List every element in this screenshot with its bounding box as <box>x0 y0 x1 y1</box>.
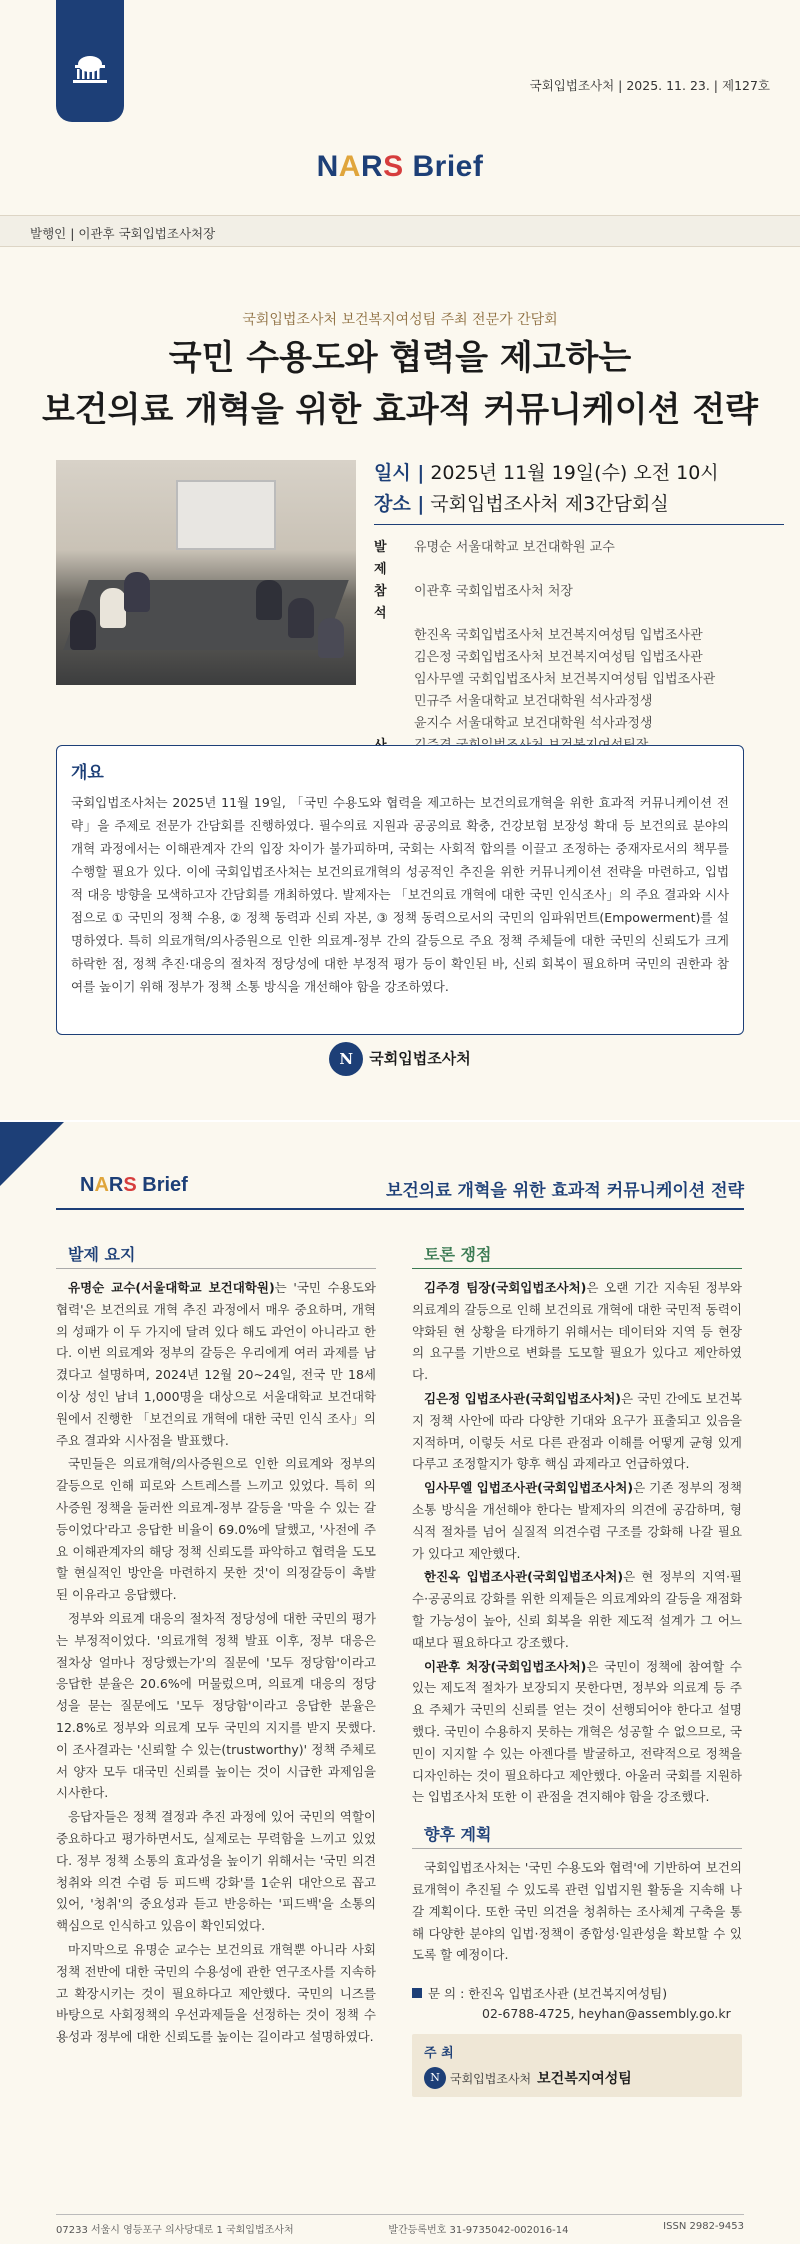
paragraph-text: 마지막으로 유명순 교수는 보건의료 개혁뿐 아니라 사회정책 전반에 대한 국민의 수용성에 관한 연구조사를 지속하고 확장시키는 것이 필요하다고 제안했다. 국민의 니즈를 바탕으로 사회정책의 우선과제들을 선정하는 것이 정책 수용성과 정부에 대한 신뢰도를 높이는 길이라고 설명하였다. <box>56 1941 376 2045</box>
section-heading-discussion: 토론 쟁점 <box>412 1242 742 1269</box>
host-org-team: 보건복지여성팀 <box>537 2071 632 2088</box>
brief-page-2 <box>0 1122 800 2244</box>
paragraph <box>56 1453 376 1606</box>
issue-line: 국회입법조사처 | 2025. 11. 23. | 제127호 <box>529 78 770 93</box>
title-line-1: 국민 수용도와 협력을 제고하는 <box>168 338 632 378</box>
paragraph-text: 국회입법조사처는 '국민 수용도와 협력'에 기반하여 보건의료개혁이 추진될 수 있도록 관련 입법지원 활동을 지속해 나갈 계획이다. 또한 국민 의견을 청취하는 조사체계 구축을 통해 다양한 분야의 입법·정책이 종합성·일관성을 확보할 수 있도록 할 예정이다. <box>412 1860 742 1963</box>
brief-page-1 <box>0 0 800 1120</box>
paragraph <box>56 1277 376 1451</box>
participant-name: 이관후 국회입법조사처 처장 <box>414 584 573 599</box>
participant-row <box>374 647 784 669</box>
square-bullet-icon <box>412 1988 422 1998</box>
host-label: 주 최 <box>424 2046 454 2062</box>
paragraph <box>412 1277 742 1386</box>
participant-name: 임사무엘 국회입법조사처 보건복지여성팀 입법조사관 <box>414 672 716 687</box>
assembly-emblem-tab <box>56 0 124 122</box>
event-subtitle: 국회입법조사처 보건복지여성팀 주최 전문가 간담회 <box>242 312 558 328</box>
paragraph-text: 는 '국민 수용도와 협력'은 보건의료 개혁 추진 과정에서 매우 중요하며, 개혁의 성패가 이 두 가지에 달려 있다 해도 과언이 아니라고 한다. 이번 의료계와 정부의 갈등은 우리에게 여러 과제를 남겼다고 설명하며, 2024년 12월 20~24일, 전국 만 18세 이상 성인 남녀 1,000명을 대상으로 서울대학교 보건대학원에서 진행한 「보건의료 개혁에 대한 국민 인식 조사」의 주요 결과와 시사점을 발표했다. <box>56 1280 376 1448</box>
overview-title: 개요 <box>71 763 104 783</box>
person-figure <box>70 610 96 650</box>
contact-line-2: 02-6788-4725, heyhan@assembly.go.kr <box>482 2006 731 2022</box>
contact-info <box>412 1984 742 2024</box>
participant-row <box>374 581 784 625</box>
participant-name: 윤지수 서울대학교 보건대학원 석사과정생 <box>414 716 653 731</box>
paragraph-text: 은 국민 간에도 보건복지 정책 사안에 따라 다양한 기대와 요구가 표출되고 있음을 지적하며, 이렇듯 서로 다른 관점과 이해를 어떻게 균형 있게 다루고 조정할지가 향후 핵심 과제라고 언급하였다. <box>412 1390 742 1472</box>
paragraph <box>412 1388 742 1475</box>
footer-address: 07233 서울시 영등포구 의사당대로 1 국회입법조사처 <box>56 2225 294 2236</box>
participant-row <box>374 537 784 581</box>
speaker-name: 임사무엘 입법조사관(국회입법조사처) <box>424 1480 634 1496</box>
contact-line-1: 문 의 : 한진옥 입법조사관 (보건복지여성팀) <box>428 1986 668 2002</box>
participant-name: 김은정 국회입법조사처 보건복지여성팀 입법조사관 <box>414 650 703 665</box>
projector-screen <box>176 480 276 550</box>
participant-name: 민규주 서울대학교 보건대학원 석사과정생 <box>414 694 653 709</box>
paragraph <box>56 1608 376 1804</box>
meeting-photo <box>56 460 356 685</box>
right-column <box>412 1242 742 2097</box>
participant-role <box>374 669 414 691</box>
person-figure <box>256 580 282 620</box>
page-2-header-title: 보건의료 개혁을 위한 효과적 커뮤니케이션 전략 <box>385 1181 744 1201</box>
section-heading-plan: 향후 계획 <box>412 1822 742 1849</box>
page-footer <box>56 2214 744 2236</box>
person-figure <box>100 588 126 628</box>
org-signature <box>0 1042 800 1076</box>
paragraph-text: 정부와 의료계 대응의 절차적 정당성에 대한 국민의 평가는 부정적이었다. '의료개혁 정책 발표 이후, 정부 대응은 절차상 얼마나 정당했는가'의 질문에 '모두 정당함'이라고 응답한 분율은 20.6%에 머물렀으며, 의료계 대응의 정당성을 묻는 질문에도 '모두 정당함'이라고 응답한 분율은 12.8%로 정부와 의료계 모두 국민의 지지를 받지 못했다. 이 조사결과는 '신뢰할 수 있는(trustworthy)' 정책 주체로서 양자 모두 대국민 신뢰를 높이는 것이 시급한 과제임을 시사한다. <box>56 1610 376 1801</box>
paragraph-text: 은 현 정부의 지역·필수·공공의료 강화를 위한 의제들은 의료계와의 갈등을 재점화할 가능성이 높아, 신뢰 회복을 위한 제도적 설계가 그 어느 때보다 필요하다고 강조했다. <box>412 1569 743 1650</box>
paragraph <box>412 1656 742 1809</box>
speaker-name: 유명순 교수(서울대학교 보건대학원) <box>68 1280 275 1295</box>
participant-name: 한진옥 국회입법조사처 보건복지여성팀 입법조사관 <box>414 628 703 643</box>
assembly-building-icon <box>70 54 110 84</box>
speaker-name: 김은정 입법조사관(국회입법조사처) <box>424 1390 622 1406</box>
corner-decoration <box>0 1122 64 1186</box>
person-figure <box>318 618 344 658</box>
participant-row <box>374 625 784 647</box>
header-rule <box>56 1208 744 1210</box>
paragraph <box>56 1939 376 2048</box>
person-figure <box>124 572 150 612</box>
paragraph <box>56 1806 376 1937</box>
nars-emblem-icon <box>329 1042 363 1076</box>
org-name: 국회입법조사처 <box>369 1049 471 1068</box>
date-label: 일시 | <box>374 462 425 484</box>
publisher-bar: 발행인 | 이관후 국회입법조사처장 <box>0 215 800 247</box>
presentation-paragraphs <box>56 1277 376 2048</box>
divider <box>374 524 784 525</box>
left-column <box>56 1242 376 2050</box>
nars-emblem-icon <box>424 2067 446 2089</box>
nars-brief-logo-small: NARS Brief <box>80 1174 188 1196</box>
overview-box <box>56 745 744 1035</box>
paragraph <box>412 1566 742 1653</box>
nars-brief-logo: NARS Brief <box>316 150 484 183</box>
place-label: 장소 | <box>374 493 425 515</box>
paragraph-text: 은 오랜 기간 지속된 정부와 의료계의 갈등으로 인해 보건의료 개혁에 대한 국민적 동력이 약화된 현 상황을 타개하기 위해서는 데이터와 지역 등 현장의 요구를 기반으로 변화를 도모할 필요가 있다고 제안하였다. <box>412 1280 742 1383</box>
participants-list <box>374 537 784 779</box>
participant-name: 유명순 서울대학교 보건대학원 교수 <box>414 540 615 555</box>
host-org-small: 국회입법조사처 <box>450 2071 532 2086</box>
participant-row <box>374 691 784 713</box>
paragraph-text: 은 국민이 정책에 참여할 수 있는 제도적 절차가 보장되지 못한다면, 정부와 의료계 등 주요 주체가 국민의 신뢰를 얻는 것이 선행되어야 한다고 설명했다. 국민이 수용하지 못하는 개혁은 성공할 수 없으므로, 국민이 지지할 수 있는 아젠다를 발굴하고, 전략적으로 정책을 디자인하는 것이 필요하다고 제안했다. 아울러 국회를 지원하는 입법조사처 또한 이 관점을 견지해야 함을 강조했다. <box>412 1658 742 1805</box>
participant-role <box>374 647 414 669</box>
footer-issn: ISSN 2982-9453 <box>663 2221 744 2232</box>
section-heading-presentation: 발제 요지 <box>56 1242 376 1269</box>
paragraph-text: 은 기존 정부의 정책 소통 방식을 개선해야 한다는 발제자의 의견에 공감하며, 형식적 절차를 넘어 실질적 의견수렴 구조를 강화해 나갈 필요가 있다고 제안했다. <box>412 1480 742 1561</box>
participant-row <box>374 713 784 735</box>
paragraph <box>412 1857 742 1966</box>
paragraph <box>412 1477 742 1564</box>
person-figure <box>288 598 314 638</box>
date-value: 2025년 11월 19일(수) 오전 10시 <box>430 462 719 484</box>
plan-paragraphs <box>412 1857 742 1966</box>
overview-body: 국회입법조사처는 2025년 11월 19일, 「국민 수용도와 협력을 제고하는 보건의료개혁을 위한 효과적 커뮤니케이션 전략」을 주제로 전문가 간담회를 진행하였다. 필수의료 지원과 공공의료 확충, 건강보험 보장성 확대 등 보건의료 분야의 개혁 과정에서는 이해관계자 간의 입장 차이가 불가피하며, 국회는 사회적 합의를 이끌고 조정하는 중재자로서의 책무를 수행할 필요가 있다. 이에 국회입법조사처는 보건의료개혁의 성공적인 추진을 위한 커뮤니케이션 전략을 마련하고, 입법적 대응 방향을 모색하고자 간담회를 개최하였다. 발제자는 「보건의료 개혁에 대한 국민 인식조사」의 주요 결과와 시사점으로 ① 국민의 정책 수용, ② 정책 동력과 신뢰 자본, ③ 정책 동력으로서의 국민의 임파워먼트(Empowerment)를 설명하였다. 특히 의료개혁/의사증원으로 인한 의료계-정부 간의 갈등으로 주요 정책 주체들에 대한 국민의 신뢰도가 크게 하락한 점, 정책 추진·대응의 절차적 정당성에 대한 부정적 평가 등이 확인된 바, 신뢰 회복이 필요하며 국민의 권한과 참여를 높이기 위해 정부가 정책 소통 방식을 개선해야 함을 강조하였다. <box>71 795 729 994</box>
host-org <box>424 2067 730 2089</box>
host-box <box>412 2034 742 2097</box>
speaker-name: 김주경 팀장(국회입법조사처) <box>424 1280 587 1295</box>
date-row <box>374 458 784 485</box>
participant-role <box>374 713 414 735</box>
place-value: 국회입법조사처 제3간담회실 <box>430 493 669 515</box>
discussion-paragraphs <box>412 1277 742 1808</box>
participant-role <box>374 691 414 713</box>
footer-registration: 발간등록번호 31-9735042-002016-14 <box>388 2225 569 2236</box>
participant-row <box>374 669 784 691</box>
participant-role: 참 석 <box>374 584 393 621</box>
participant-role: 발 제 <box>374 540 393 577</box>
speaker-name: 이관후 처장(국회입법조사처) <box>424 1658 587 1674</box>
page-title <box>0 332 800 436</box>
participant-role <box>374 625 414 647</box>
paragraph-text: 응답자들은 정책 결정과 추진 과정에 있어 국민의 역할이 중요하다고 평가하면서도, 실제로는 무력함을 느끼고 있었다. 정부 정책 소통의 효과성을 높이기 위해서는 '국민 의견 청취와 의견 수렴 등 피드백 강화'를 1순위 대안으로 꼽고 있어, '청취'의 중요성과 듣고 반응하는 '피드백'을 소통의 핵심으로 인식하고 있음이 확인되었다. <box>56 1809 376 1934</box>
speaker-name: 한진옥 입법조사관(국회입법조사처) <box>424 1569 624 1585</box>
place-row <box>374 489 784 516</box>
event-meta <box>374 458 784 779</box>
title-line-2: 보건의료 개혁을 위한 효과적 커뮤니케이션 전략 <box>41 390 759 430</box>
paragraph-text: 국민들은 의료개혁/의사증원으로 인한 의료계와 정부의 갈등으로 인해 피로와 스트레스를 느끼고 있었다. 특히 의사증원 정책을 둘러싼 의료계-정부 갈등을 '막을 수 있는 갈등이었다'라고 응답한 비율이 69.0%에 달했고, '사전에 주요 이해관계자의 해당 정책 신뢰도를 파악하고 협력을 도모할 현실적인 방안을 마련하지 못한 것'이 의정갈등이 촉발된 이유라고 응답했다. <box>56 1456 376 1603</box>
